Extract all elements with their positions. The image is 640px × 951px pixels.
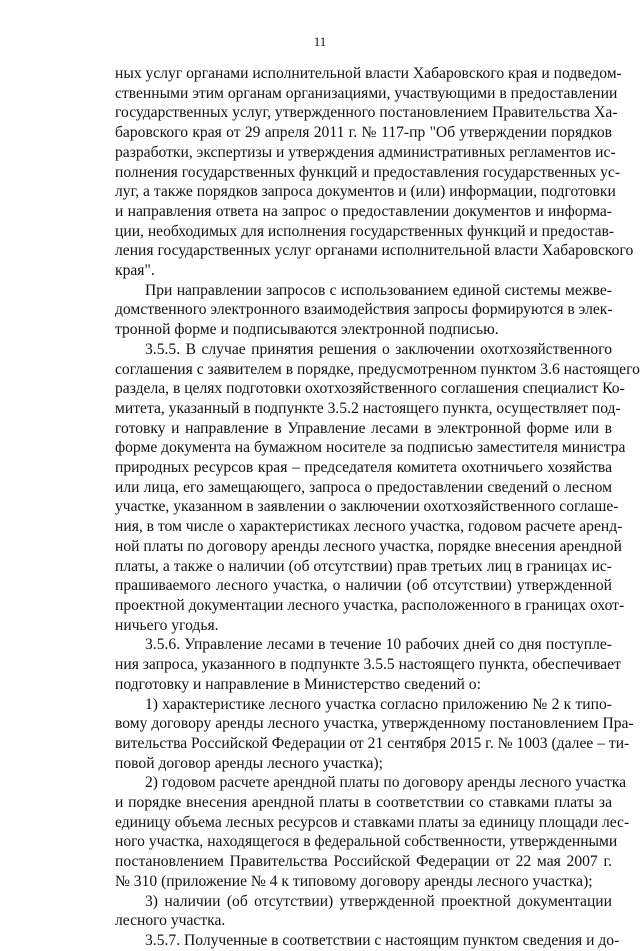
text-line: платы, а также о наличии (об отсутствии) прав третьих лиц в границах ис- <box>115 557 612 575</box>
text-line: 2) годовом расчете арендной платы по договору аренды лесного участка <box>145 774 626 792</box>
text-line: государственных услуг, утвержденного постановлением Правительства Ха- <box>115 104 618 122</box>
text-line: разработки, экспертизы и утверждения административных регламентов ис- <box>115 143 616 161</box>
text-line: подготовку и направление в Министерство сведений о: <box>115 675 481 693</box>
text-line: ния, в том числе о характеристиках лесного участка, годовом расчете аренд- <box>115 518 623 536</box>
text-line: тронной форме и подписываются электронной подписью. <box>115 321 499 339</box>
text-line: прашиваемого лесного участка, о наличии (об отсутствии) утвержденной <box>115 577 612 595</box>
text-line: и направления ответа на запрос о предоставлении документов и информа- <box>115 202 612 220</box>
text-line: или лица, его замещающего, запроса о предоставлении сведений о лесном <box>115 478 612 496</box>
text-line: баровского края от 29 апреля 2011 г. № 117-пр "Об утверждении порядков <box>115 124 612 142</box>
paragraph-p2 <box>115 281 612 340</box>
text-line: готовку и направление в Управление лесами в электронной форме или в <box>115 419 612 437</box>
text-line: участке, указанном в заявлении о заключении охотхозяйственного соглаше- <box>115 498 619 516</box>
text-line: проектной документации лесного участка, расположенного в границах охот- <box>115 596 625 614</box>
text-line: края". <box>115 262 155 280</box>
text-line: соглашения с заявителем в порядке, предусмотренном пунктом 3.6 настоящего <box>115 360 640 378</box>
text-line: полнения государственных функций и предоставления государственных ус- <box>115 163 621 181</box>
text-line: вому договору аренды лесного участка, утвержденному постановлением Пра- <box>115 715 634 733</box>
paragraph-p3 <box>115 340 640 636</box>
text-line: При направлении запросов с использованием единой системы межве- <box>145 281 612 299</box>
text-line: 3.5.7. Полученные в соответствии с настоящим пунктом сведения и до- <box>145 931 620 949</box>
paragraph-p1 <box>115 64 634 281</box>
text-line: форме документа на бумажном носителе за подписью заместителя министра <box>115 439 626 457</box>
text-line: ственными этим органам организациями, участвующими в предоставлении <box>115 84 618 102</box>
document-body <box>115 64 640 951</box>
text-line: ной платы по договору аренды лесного участка, порядке внесения арендной <box>115 537 622 555</box>
text-line: № 310 (приложение № 4 к типовому договору аренды лесного участка); <box>115 872 593 890</box>
text-line: вительства Российской Федерации от 21 сентября 2015 г. № 1003 (далее – ти- <box>115 734 630 752</box>
paragraph-p6 <box>115 773 630 891</box>
text-line: 3.5.5. В случае принятия решения о заключении охотхозяйственного <box>145 340 612 358</box>
paragraph-p5 <box>115 695 634 774</box>
text-line: ничьего угодья. <box>115 616 219 634</box>
text-line: единицу объема лесных ресурсов и ставками платы за единицу площади лес- <box>115 813 630 831</box>
text-line: ных услуг органами исполнительной власти Хабаровского края и подведом- <box>115 65 622 82</box>
text-line: домственного электронного взаимодействия запросы формируются в элек- <box>115 301 613 319</box>
text-line: и порядке внесения арендной платы в соответствии со ставками платы за <box>115 794 612 812</box>
text-line: повой договор аренды лесного участка); <box>115 754 383 772</box>
text-line: 1) характеристике лесного участка согласно приложению № 2 к типо- <box>145 695 612 713</box>
text-line: ления государственных услуг органами исполнительной власти Хабаровского <box>115 242 634 260</box>
text-line: лесного участка. <box>115 912 226 930</box>
text-line: природных ресурсов края – председателя комитета охотничьего хозяйства <box>115 459 612 477</box>
paragraph-p7 <box>115 892 612 931</box>
text-line: ции, необходимых для исполнения государственных функций и предостав- <box>115 222 615 240</box>
text-line: 3) наличии (об отсутствии) утвержденной проектной документации <box>145 892 612 910</box>
text-line: митета, указанный в подпункте 3.5.2 настоящего пункта, осуществляет под- <box>115 399 621 417</box>
paragraph-p4 <box>115 635 621 694</box>
page-number: 11 <box>313 34 327 49</box>
text-line: 3.5.6. Управление лесами в течение 10 рабочих дней со дня поступле- <box>145 636 612 654</box>
text-line: ния запроса, указанного в подпункте 3.5.5 настоящего пункта, обеспечивает <box>115 656 621 674</box>
text-line: постановлением Правительства Российской Федерации от 22 мая 2007 г. <box>115 853 612 871</box>
text-line: луг, а также порядков запроса документов и (или) информации, подготовки <box>115 183 616 201</box>
paragraph-p8 <box>115 931 620 951</box>
text-line: раздела, в целях подготовки охотхозяйственного соглашения специалист Ко- <box>115 380 625 398</box>
text-line: ного участка, находящегося в федеральной собственности, утвержденными <box>115 833 618 851</box>
